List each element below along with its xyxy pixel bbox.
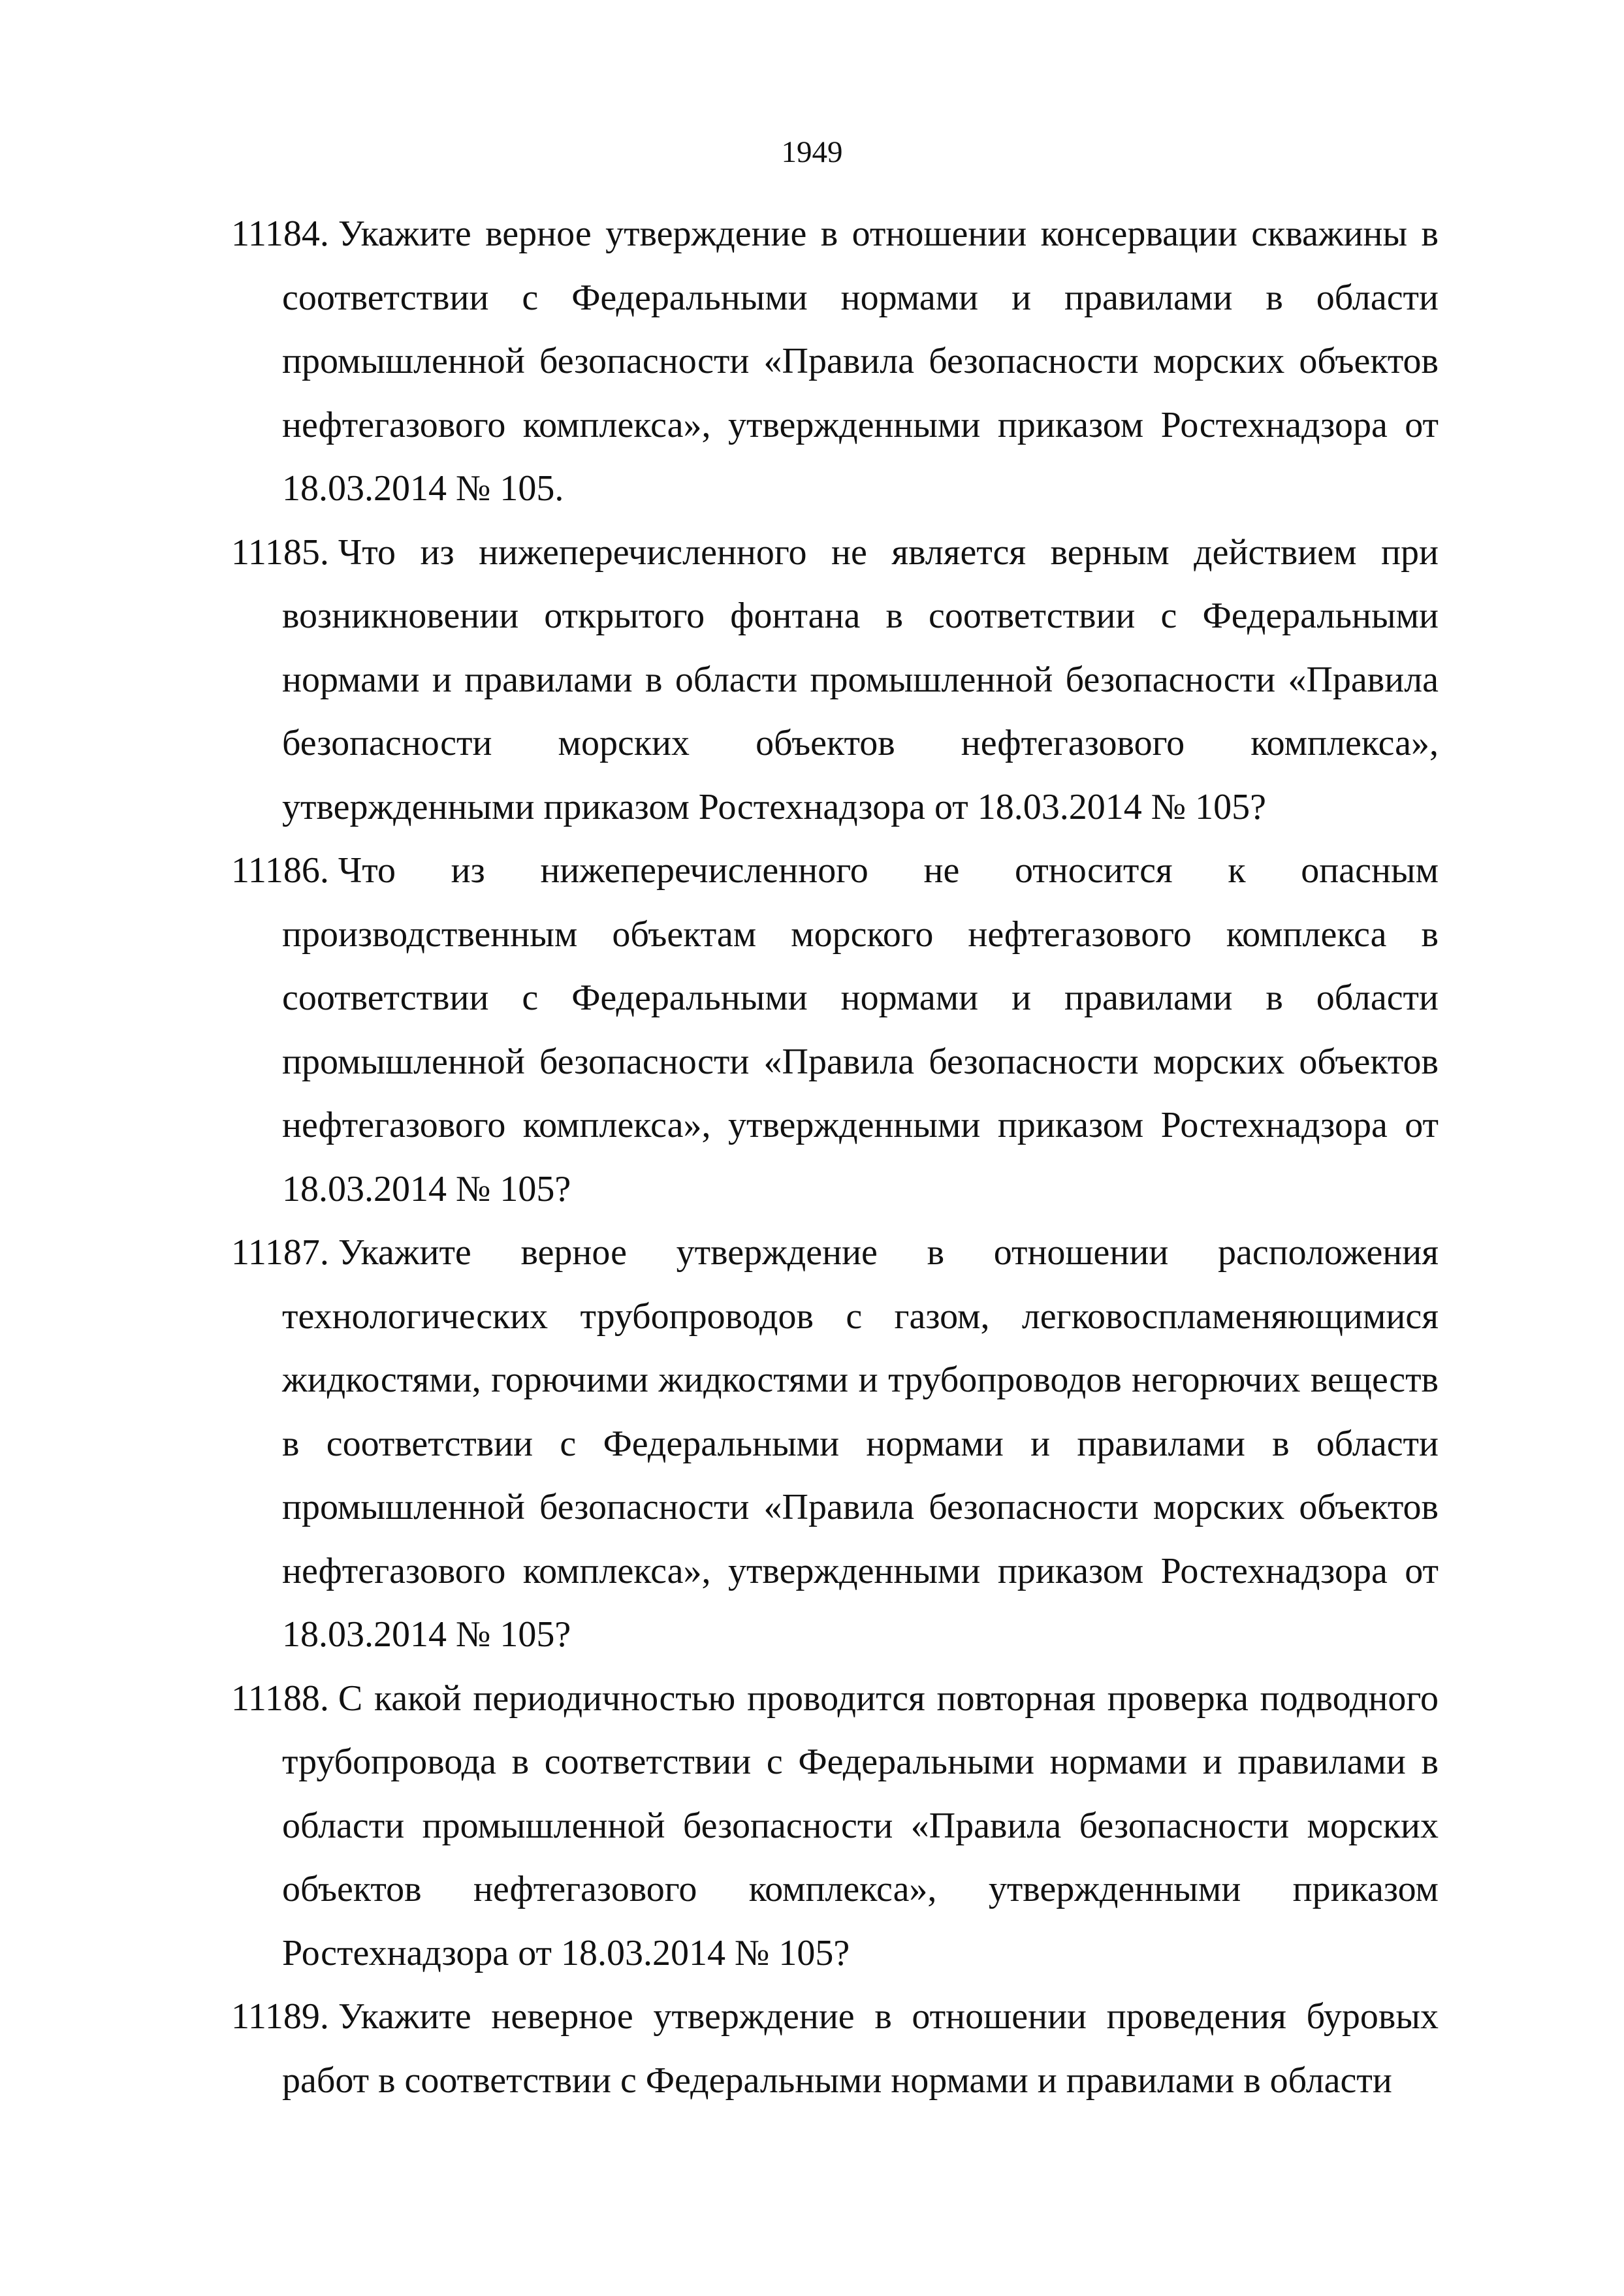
- question-text: Укажите верное утверждение в отношении консервации скважины в соответствии с Федеральными нормами и правилами в области промышленной безопасности «Правила безопасности морских объектов нефтегазового комплекса», утвержденными приказом Ростехнадзора от 18.03.2014 № 105.: [282, 214, 1439, 509]
- question-number: 11187.: [231, 1232, 329, 1273]
- question-text: Что из нижеперечисленного не является верным действием при возникновении открытого фонтана в соответствии с Федеральными нормами и правилами в области промышленной безопасности «Правила безопасности морских объектов нефтегазового комплекса», утвержденными приказом Ростехнадзора от 18.03.2014 № 105?: [282, 532, 1439, 827]
- question-text: Укажите неверное утверждение в отношении проведения буровых работ в соответствии с Федеральными нормами и правилами в области: [282, 1996, 1439, 2101]
- question-item: [231, 202, 1439, 521]
- question-text: С какой периодичностью проводится повторная проверка подводного трубопровода в соответствии с Федеральными нормами и правилами в области промышленной безопасности «Правила безопасности морских объектов нефтегазового комплекса», утвержденными приказом Ростехнадзора от 18.03.2014 № 105?: [282, 1678, 1439, 1973]
- question-number: 11185.: [231, 532, 329, 573]
- question-item: [231, 1985, 1439, 2113]
- question-item: [231, 1221, 1439, 1667]
- question-item: [231, 521, 1439, 840]
- page-number: 1949: [781, 135, 843, 169]
- question-text: Что из нижеперечисленного не относится к опасным производственным объектам морского нефтегазового комплекса в соответствии с Федеральными нормами и правилами в области промышленной безопасности «Правила безопасности морских объектов нефтегазового комплекса», утвержденными приказом Ростехнадзора от 18.03.2014 № 105?: [282, 850, 1439, 1209]
- question-item: [231, 839, 1439, 1221]
- question-text: Укажите верное утверждение в отношении расположения технологических трубопроводов с газом, легковоспламеняющимися жидкостями, горючими жидкостями и трубопроводов негорючих веществ в соответствии с Федеральными нормами и правилами в области промышленной безопасности «Правила безопасности морских объектов нефтегазового комплекса», утвержденными приказом Ростехнадзора от 18.03.2014 № 105?: [282, 1232, 1439, 1655]
- question-number: 11186.: [231, 850, 329, 891]
- question-list: [231, 202, 1439, 2113]
- question-number: 11188.: [231, 1678, 329, 1719]
- question-number: 11184.: [231, 214, 329, 254]
- question-item: [231, 1667, 1439, 1986]
- question-number: 11189.: [231, 1996, 329, 2037]
